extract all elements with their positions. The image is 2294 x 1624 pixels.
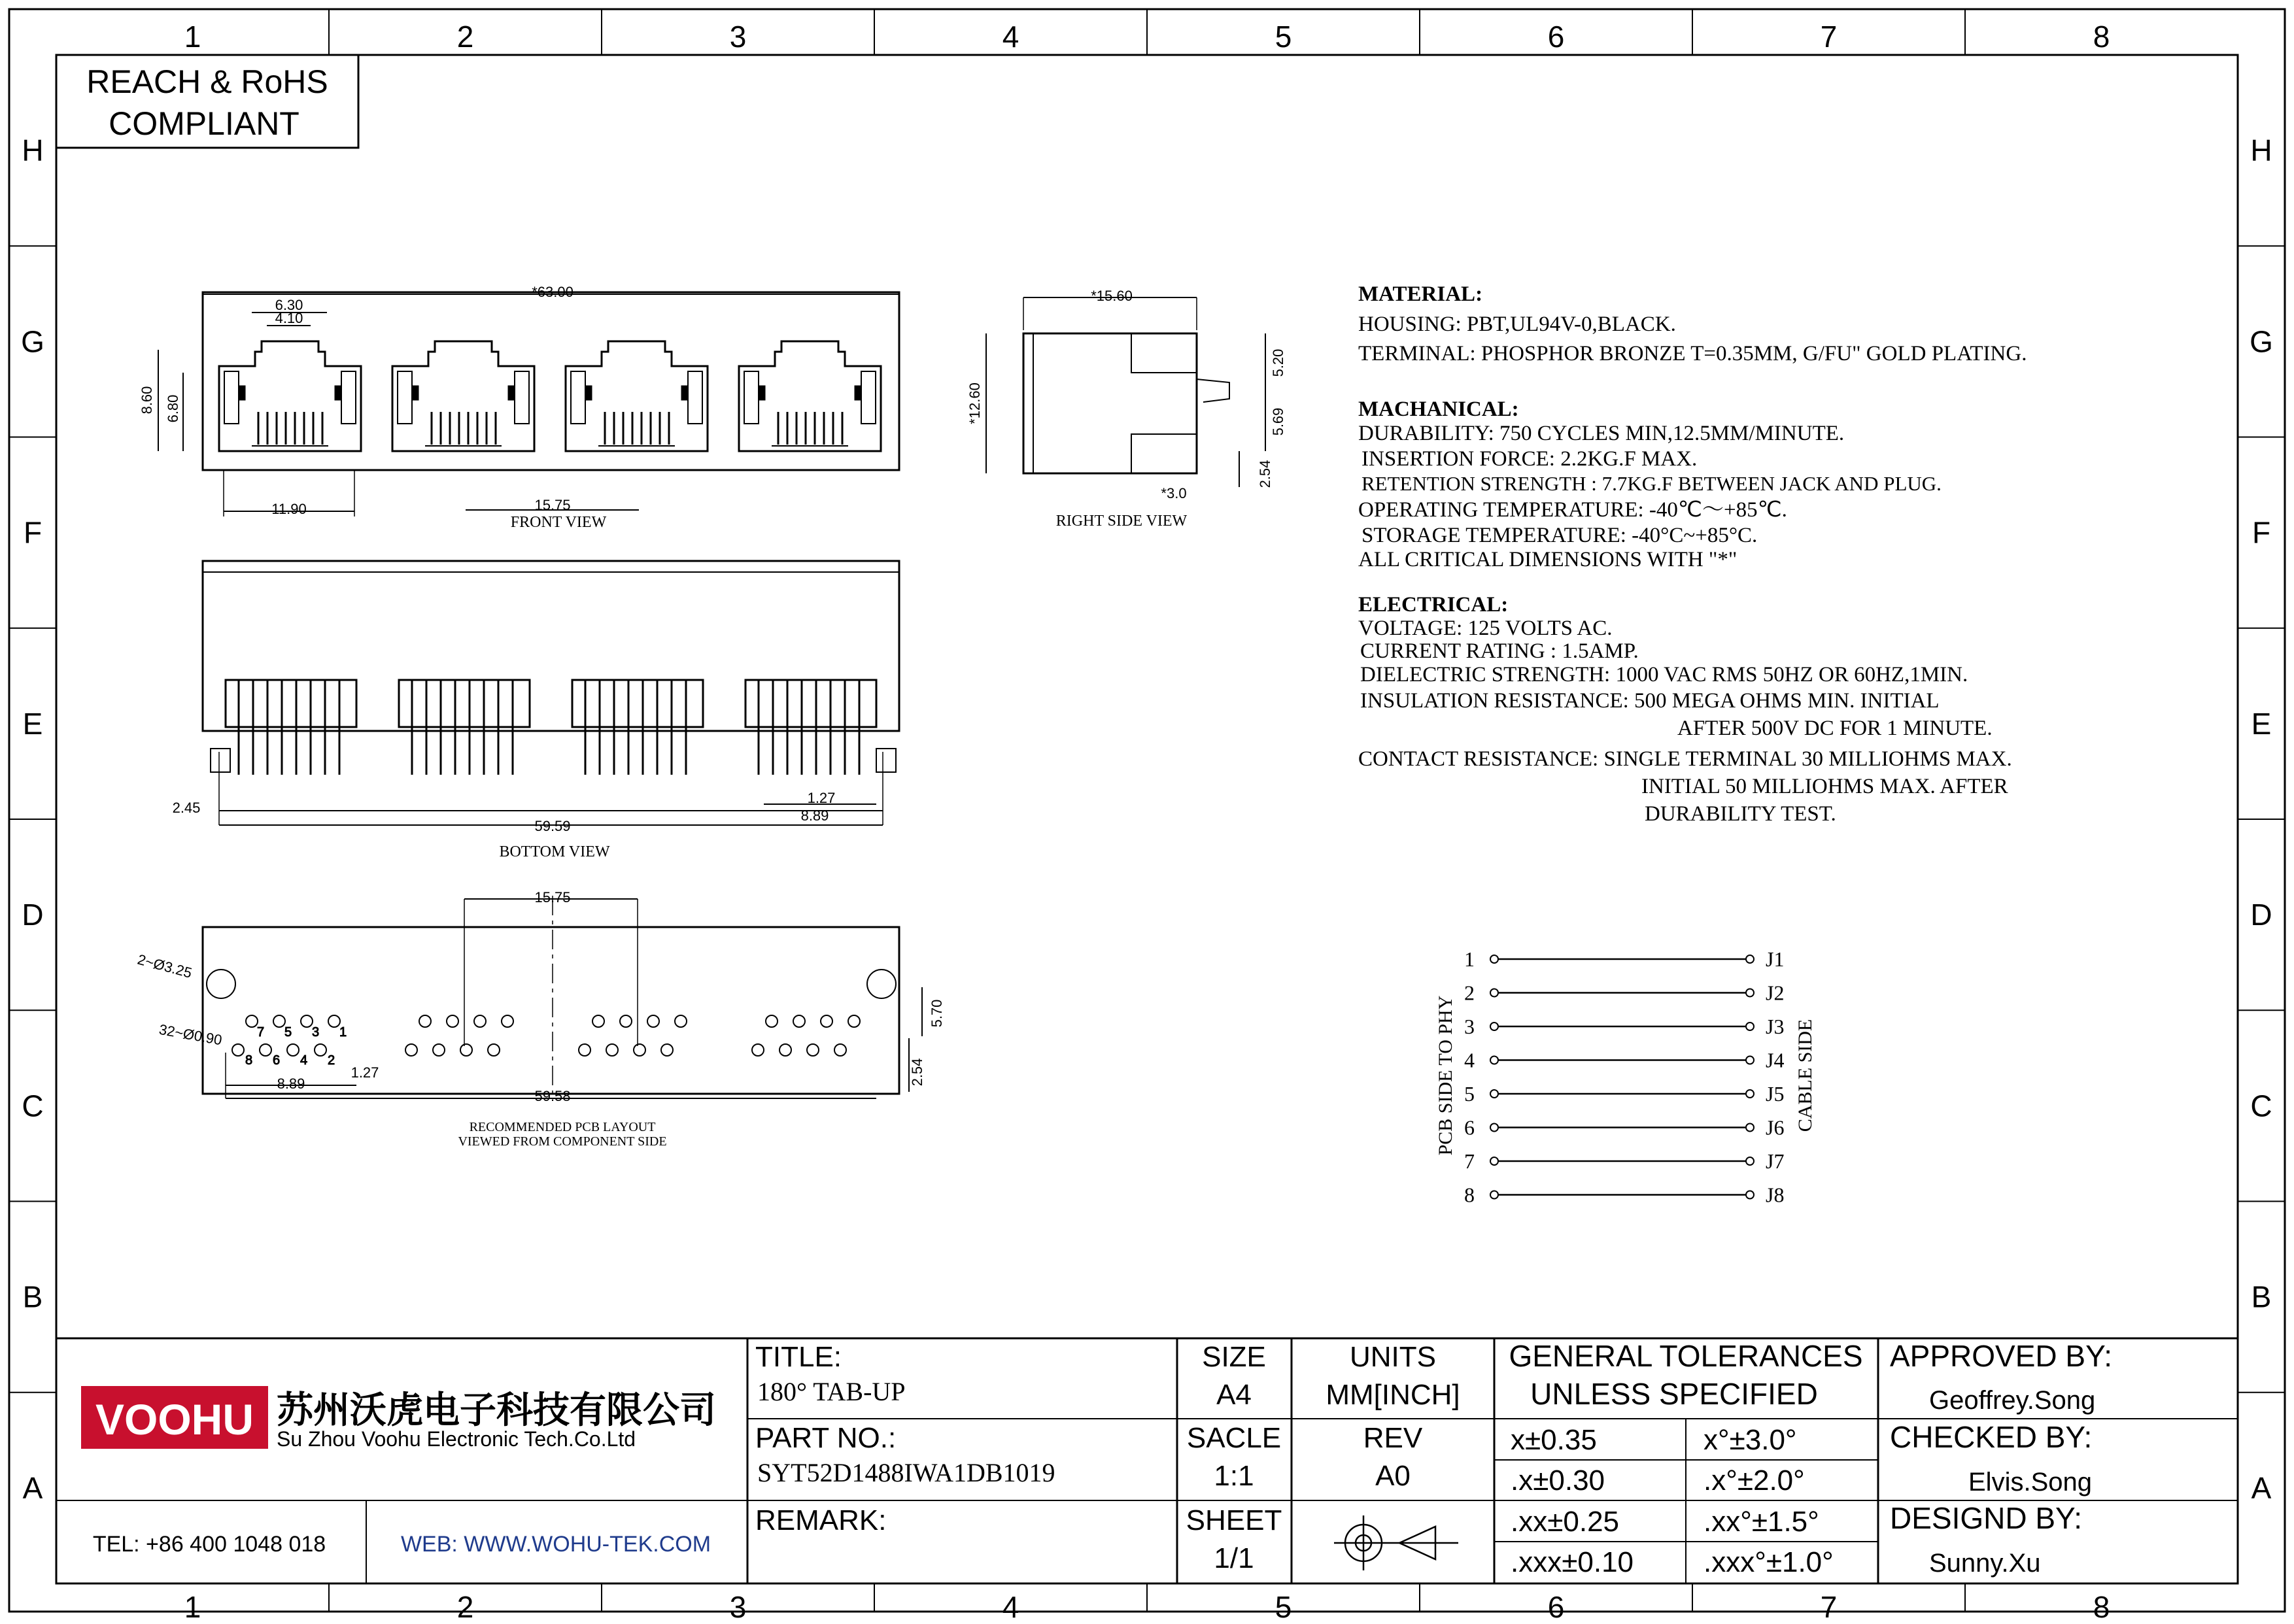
pin-hole xyxy=(474,1015,486,1027)
mechanical-line-1: DURABILITY: 750 CYCLES MIN,12.5MM/MINUTE. xyxy=(1358,422,1845,445)
electrical-line-7: INITIAL 50 MILLIOHMS MAX. AFTER xyxy=(1641,775,2008,798)
pin-hole xyxy=(752,1044,764,1056)
latch-mark xyxy=(508,386,515,400)
pin-node xyxy=(1746,1157,1754,1165)
pin-hole xyxy=(301,1015,313,1027)
pin-node xyxy=(1746,1023,1754,1030)
latch-mark xyxy=(759,386,765,400)
compliance-box xyxy=(56,55,358,148)
pin-number: 1 xyxy=(339,1025,347,1040)
hole-group xyxy=(752,1015,860,1056)
schematic-row xyxy=(1464,1149,1784,1173)
schematic-pin-left: 5 xyxy=(1464,1082,1475,1106)
bottom-housing xyxy=(203,561,899,731)
pin-header xyxy=(745,680,876,775)
header-body xyxy=(572,680,703,727)
pin-node xyxy=(1746,1057,1754,1064)
schematic-pin-right: J8 xyxy=(1766,1183,1785,1207)
zone-column-label: 2 xyxy=(456,1590,474,1621)
company-tel: TEL: +86 400 1048 018 xyxy=(92,1532,326,1557)
latch-mark xyxy=(585,386,592,400)
pin-node xyxy=(1490,955,1498,963)
zone-row-label: D xyxy=(2250,898,2272,932)
zone-column-label: 6 xyxy=(1547,20,1565,54)
units-label: UNITS xyxy=(1350,1341,1436,1373)
pin-node xyxy=(1746,1191,1754,1199)
front-view-label: FRONT VIEW xyxy=(510,514,607,531)
schematic-pin-left: 7 xyxy=(1464,1149,1475,1173)
designed-value: Sunny.Xu xyxy=(1929,1549,2041,1578)
pin-hole xyxy=(433,1044,445,1056)
pin-number: 8 xyxy=(245,1053,253,1068)
partno-value: SYT52D1488IWA1DB1019 xyxy=(757,1458,1055,1487)
schematic-pin-left: 4 xyxy=(1464,1048,1475,1072)
zone-column-label: 8 xyxy=(2093,20,2110,54)
tol-linear-2: .xx±0.25 xyxy=(1511,1506,1620,1538)
schematic-pin-right: J6 xyxy=(1766,1115,1785,1140)
dim-front-860: 8.60 xyxy=(139,386,155,414)
mechanical-title: MACHANICAL: xyxy=(1358,398,1519,421)
pcb-layout xyxy=(136,889,945,1149)
dim-front-pitch: 15.75 xyxy=(534,497,571,513)
electrical-title: ELECTRICAL: xyxy=(1358,593,1509,617)
zone-row-label: F xyxy=(23,515,43,550)
schematic-pin-right: J7 xyxy=(1766,1149,1785,1173)
compliance-line-2: COMPLIANT xyxy=(109,105,300,142)
pin-number: 7 xyxy=(257,1025,265,1040)
schematic-pin-left: 3 xyxy=(1464,1015,1475,1038)
dim-front-410: 4.10 xyxy=(275,310,303,326)
pin-header xyxy=(399,680,530,775)
pin-hole xyxy=(460,1044,472,1056)
tol-linear-3: .xxx±0.10 xyxy=(1511,1546,1634,1578)
pin-header xyxy=(226,680,356,775)
pin-hole xyxy=(232,1044,244,1056)
pin-hole xyxy=(634,1044,645,1056)
front-housing xyxy=(203,292,899,470)
pin-node xyxy=(1746,1090,1754,1098)
electrical-line-4: INSULATION RESISTANCE: 500 MEGA OHMS MIN. INITIAL xyxy=(1360,689,1940,713)
pin-hole xyxy=(661,1044,673,1056)
bottom-view xyxy=(173,561,899,860)
mechanical-line-3: RETENTION STRENGTH : 7.7KG.F BETWEEN JACK AND PLUG. xyxy=(1361,472,1942,495)
tol-angular-2: .xx°±1.5° xyxy=(1703,1506,1819,1538)
bottom-view-label: BOTTOM VIEW xyxy=(499,843,610,860)
schematic-pin-right: J5 xyxy=(1766,1082,1785,1106)
zone-row-label: H xyxy=(2250,133,2272,168)
header-body xyxy=(226,680,356,727)
pin-node xyxy=(1490,1090,1498,1098)
dim-front-630: 6.30 xyxy=(275,297,303,313)
pin-hole xyxy=(315,1044,326,1056)
dim-bottom-245: 2.45 xyxy=(172,800,201,816)
zone-grid xyxy=(9,9,2285,1621)
rj45-port xyxy=(219,341,361,451)
title-value: 180° TAB-UP xyxy=(757,1377,906,1406)
dim-pcb-889: 8.89 xyxy=(277,1075,305,1092)
company-name-cn: 苏州沃虎电子科技有限公司 xyxy=(277,1389,716,1430)
zone-row-label: G xyxy=(21,324,44,359)
dim-bottom-5959: 59.59 xyxy=(534,818,571,834)
latch-mark xyxy=(855,386,861,400)
pin-node xyxy=(1490,1191,1498,1199)
pin-number: 4 xyxy=(300,1053,308,1068)
led-window xyxy=(515,371,529,424)
pin-hole xyxy=(620,1015,632,1027)
schematic-row xyxy=(1464,1015,1784,1038)
scale-label: SACLE xyxy=(1186,1422,1282,1454)
led-window xyxy=(744,371,759,424)
pin-number: 2 xyxy=(328,1053,335,1068)
dim-side-569: 5.69 xyxy=(1270,407,1286,436)
schematic-pin-right: J3 xyxy=(1766,1015,1785,1038)
header-body xyxy=(399,680,530,727)
schematic-lines xyxy=(1464,947,1784,1207)
dim-bottom-127: 1.27 xyxy=(807,790,836,806)
pcb-outline xyxy=(203,927,899,1094)
zone-column-label: 5 xyxy=(1275,1590,1292,1621)
pin-node xyxy=(1490,1157,1498,1165)
pin-hole xyxy=(287,1044,299,1056)
tolerances-title-2: UNLESS SPECIFIED xyxy=(1530,1377,1818,1411)
pcb-label-line-2: VIEWED FROM COMPONENT SIDE xyxy=(458,1134,667,1149)
checked-value: Elvis.Song xyxy=(1968,1468,2092,1497)
latch-mark xyxy=(239,386,245,400)
units-value: MM[INCH] xyxy=(1326,1379,1460,1411)
electrical-line-1: VOLTAGE: 125 VOLTS AC. xyxy=(1358,617,1613,640)
pin-hole xyxy=(502,1015,513,1027)
schematic-pin-left: 1 xyxy=(1464,947,1475,971)
latch-mark xyxy=(412,386,419,400)
tol-angular-3: .xxx°±1.0° xyxy=(1703,1546,1834,1578)
pin-hole xyxy=(793,1015,805,1027)
front-ports xyxy=(219,341,881,451)
pcb-pins-note: 32~Ø0.90 xyxy=(158,1021,224,1049)
zone-row-label: E xyxy=(2251,706,2272,741)
zone-row-label: H xyxy=(22,133,44,168)
zone-row-label: B xyxy=(22,1279,43,1314)
schematic-right-label: CABLE SIDE xyxy=(1794,1019,1816,1132)
checked-label: CHECKED BY: xyxy=(1890,1420,2093,1454)
pin-hole xyxy=(807,1044,819,1056)
zone-row-label: C xyxy=(2250,1089,2272,1123)
dim-pcb-pitch: 15.75 xyxy=(534,889,571,905)
hole-group xyxy=(405,1015,513,1056)
electrical-line-6: CONTACT RESISTANCE: SINGLE TERMINAL 30 MILLIOHMS MAX. xyxy=(1358,747,2012,771)
dim-side-depth: *15.60 xyxy=(1091,288,1133,304)
right-view-label: RIGHT SIDE VIEW xyxy=(1055,513,1188,530)
pin-hole xyxy=(447,1015,458,1027)
rev-label: REV xyxy=(1363,1422,1423,1454)
dim-bottom-889: 8.89 xyxy=(800,807,829,824)
pin-hole xyxy=(405,1044,417,1056)
dim-pcb-127: 1.27 xyxy=(351,1064,379,1081)
pin-node xyxy=(1490,1023,1498,1030)
led-window xyxy=(341,371,356,424)
dim-side-30: *3.0 xyxy=(1161,485,1187,501)
title-block xyxy=(56,1338,2238,1583)
pin-node xyxy=(1746,1124,1754,1132)
material-title: MATERIAL: xyxy=(1358,282,1483,306)
pin-schematic xyxy=(1435,947,1816,1207)
zone-row-label: G xyxy=(2250,324,2273,359)
zone-column-label: 3 xyxy=(729,20,747,54)
zone-column-label: 5 xyxy=(1275,20,1292,54)
front-view xyxy=(139,284,899,531)
mechanical-line-5: STORAGE TEMPERATURE: -40°C~+85°C. xyxy=(1361,524,1758,547)
dim-side-520: 5.20 xyxy=(1270,348,1286,377)
schematic-row xyxy=(1464,1183,1784,1207)
zone-column-label: 2 xyxy=(456,20,474,54)
pin-node xyxy=(1746,955,1754,963)
latch-mark xyxy=(335,386,341,400)
schematic-pin-left: 8 xyxy=(1464,1183,1475,1207)
zone-column-label: 7 xyxy=(1820,1590,1838,1621)
led-window xyxy=(688,371,702,424)
led-window xyxy=(224,371,239,424)
mechanical-line-6: ALL CRITICAL DIMENSIONS WITH "*" xyxy=(1358,548,1738,571)
zone-row-label: F xyxy=(2251,515,2271,550)
dim-front-680: 6.80 xyxy=(165,394,181,423)
pin-hole xyxy=(579,1044,591,1056)
bottom-pins xyxy=(226,680,876,775)
company-web: WEB: WWW.WOHU-TEK.COM xyxy=(400,1532,711,1557)
compliance-line-1: REACH & RoHS xyxy=(86,63,328,100)
approved-label: APPROVED BY: xyxy=(1890,1339,2113,1373)
dim-pcb-254: 2.54 xyxy=(909,1058,925,1087)
zone-row-label: D xyxy=(22,898,44,932)
pin-hole xyxy=(419,1015,431,1027)
rj45-port xyxy=(566,341,708,451)
zone-column-label: 7 xyxy=(1820,20,1838,54)
electrical-line-2: CURRENT RATING : 1.5AMP. xyxy=(1360,639,1639,663)
pin-number: 6 xyxy=(273,1053,281,1068)
schematic-pin-right: J1 xyxy=(1766,947,1785,971)
zone-column-label: 8 xyxy=(2093,1590,2110,1621)
pin-hole xyxy=(834,1044,846,1056)
pin-hole xyxy=(766,1015,778,1027)
schematic-row xyxy=(1464,1082,1784,1106)
projection-symbol-icon xyxy=(1334,1515,1458,1570)
schematic-row xyxy=(1464,947,1784,971)
tol-linear-1: .x±0.30 xyxy=(1511,1464,1605,1497)
mechanical-line-2: INSERTION FORCE: 2.2KG.F MAX. xyxy=(1361,447,1698,471)
rev-value: A0 xyxy=(1375,1460,1411,1492)
specifications xyxy=(1358,282,2027,826)
rj45-port xyxy=(392,341,534,451)
zone-column-label: 1 xyxy=(184,1590,201,1621)
rj45-port xyxy=(739,341,881,451)
pcb-holes-note: 2~Ø3.25 xyxy=(135,951,194,981)
hole-group xyxy=(579,1015,687,1056)
material-line-1: HOUSING: PBT,UL94V-0,BLACK. xyxy=(1358,313,1676,336)
material-line-2: TERMINAL: PHOSPHOR BRONZE T=0.35MM, G/FU" GOLD PLATING. xyxy=(1358,342,2027,365)
pin-node xyxy=(1490,1124,1498,1132)
dim-side-254: 2.54 xyxy=(1257,460,1273,488)
schematic-left-label: PCB SIDE TO PHY xyxy=(1435,995,1456,1156)
logo-text: VOOHU xyxy=(95,1395,254,1444)
dim-pcb-570: 5.70 xyxy=(929,999,945,1028)
zone-column-label: 4 xyxy=(1002,1590,1019,1621)
schematic-pin-left: 6 xyxy=(1464,1115,1475,1140)
pin-hole xyxy=(328,1015,340,1027)
pin-number: 5 xyxy=(284,1025,292,1040)
pin-hole xyxy=(488,1044,500,1056)
pin-node xyxy=(1746,989,1754,997)
schematic-row xyxy=(1464,1049,1784,1072)
pin-hole xyxy=(606,1044,618,1056)
pin-hole xyxy=(848,1015,860,1027)
sheet-value: 1/1 xyxy=(1214,1542,1254,1574)
zone-row-label: A xyxy=(22,1470,43,1505)
sheet-label: SHEET xyxy=(1186,1504,1282,1536)
size-label: SIZE xyxy=(1202,1341,1266,1373)
zone-column-label: 4 xyxy=(1002,20,1019,54)
pcb-pin-holes xyxy=(232,1015,860,1068)
side-housing xyxy=(1023,333,1197,473)
pin-hole xyxy=(821,1015,832,1027)
schematic-row xyxy=(1464,1116,1784,1140)
pin-header xyxy=(572,680,703,775)
right-side-view xyxy=(967,288,1286,530)
dim-pcb-5958: 59.58 xyxy=(534,1088,571,1104)
led-window xyxy=(571,371,585,424)
pin-hole xyxy=(592,1015,604,1027)
dim-front-1190: 11.90 xyxy=(271,501,307,517)
electrical-line-3: DIELECTRIC STRENGTH: 1000 VAC RMS 50HZ OR 60HZ,1MIN. xyxy=(1360,663,1968,686)
designed-label: DESIGND BY: xyxy=(1890,1501,2082,1535)
hole-group xyxy=(232,1015,347,1068)
tolerances-title-1: GENERAL TOLERANCES xyxy=(1509,1339,1863,1373)
pin-number: 3 xyxy=(312,1025,320,1040)
zone-row-label: C xyxy=(22,1089,44,1123)
pin-hole xyxy=(675,1015,687,1027)
zone-column-label: 3 xyxy=(729,1590,747,1621)
tol-angular-1: .x°±2.0° xyxy=(1703,1464,1805,1497)
pin-hole xyxy=(779,1044,791,1056)
latch-mark xyxy=(681,386,688,400)
pin-hole xyxy=(260,1044,271,1056)
company-name-en: Su Zhou Voohu Electronic Tech.Co.Ltd xyxy=(277,1427,636,1451)
dim-front-width: *63.00 xyxy=(532,284,574,300)
header-body xyxy=(745,680,876,727)
electrical-line-5: AFTER 500V DC FOR 1 MINUTE. xyxy=(1677,717,1993,740)
led-window xyxy=(398,371,412,424)
partno-label: PART NO.: xyxy=(755,1422,897,1454)
approved-value: Geoffrey.Song xyxy=(1929,1386,2096,1415)
schematic-pin-right: J2 xyxy=(1766,981,1785,1005)
pin-hole xyxy=(246,1015,258,1027)
pin-hole xyxy=(647,1015,659,1027)
zone-row-label: B xyxy=(2251,1279,2272,1314)
scale-value: 1:1 xyxy=(1214,1460,1254,1492)
zone-row-label: A xyxy=(2251,1470,2272,1505)
led-window xyxy=(861,371,876,424)
title-label: TITLE: xyxy=(755,1341,842,1373)
pin-node xyxy=(1490,1057,1498,1064)
pcb-label-line-1: RECOMMENDED PCB LAYOUT xyxy=(469,1120,656,1134)
schematic-pin-right: J4 xyxy=(1766,1048,1785,1072)
schematic-row xyxy=(1464,981,1784,1005)
zone-row-label: E xyxy=(22,706,43,741)
electrical-line-8: DURABILITY TEST. xyxy=(1645,802,1836,826)
dim-side-height: *12.60 xyxy=(967,382,983,424)
remark-label: REMARK: xyxy=(755,1504,887,1536)
schematic-pin-left: 2 xyxy=(1464,981,1475,1005)
pin-hole xyxy=(273,1015,285,1027)
tol-linear-0: x±0.35 xyxy=(1511,1424,1597,1456)
zone-column-label: 1 xyxy=(184,20,201,54)
pin-node xyxy=(1490,989,1498,997)
tol-angular-0: x°±3.0° xyxy=(1703,1424,1797,1456)
zone-column-label: 6 xyxy=(1547,1590,1565,1621)
size-value: A4 xyxy=(1216,1379,1252,1411)
mechanical-line-4: OPERATING TEMPERATURE: -40℃～+85℃. xyxy=(1358,498,1787,522)
